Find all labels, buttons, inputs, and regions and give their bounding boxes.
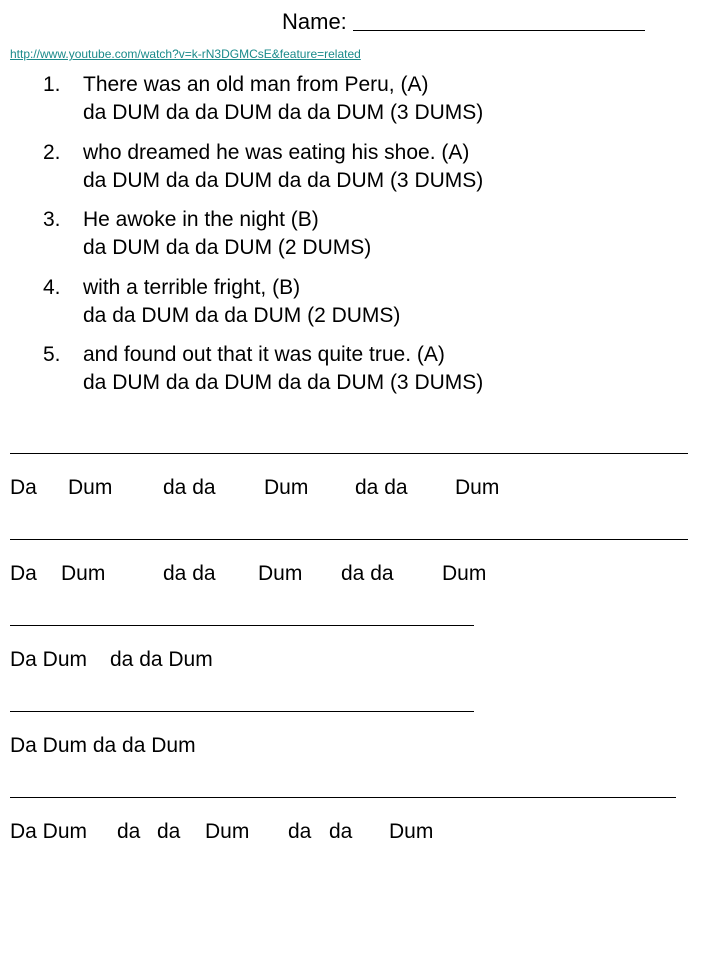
rhythm-syllable: Dum	[61, 562, 106, 585]
rhythm-syllable: da	[157, 820, 181, 843]
rhythm-row	[0, 474, 720, 502]
writing-line[interactable]	[10, 453, 688, 454]
verse-text: who dreamed he was eating his shoe. (A)	[83, 140, 470, 164]
name-label: Name:	[282, 9, 347, 34]
rhythm-syllable: Dum	[455, 476, 500, 499]
rhythm-syllable: da da	[163, 562, 216, 585]
rhythm-syllable: Dum	[264, 476, 309, 499]
rhythm-syllable: Da	[10, 476, 37, 499]
rhythm-row	[0, 732, 720, 760]
verse-number: 2.	[43, 140, 61, 164]
verse-text: and found out that it was quite true. (A)	[83, 343, 445, 366]
verse-text: He awoke in the night (B)	[83, 208, 319, 231]
rhythm-syllable: Dum	[258, 562, 303, 585]
rhythm-syllable: da da	[341, 562, 394, 585]
rhythm-syllable: da	[288, 820, 312, 843]
rhythm-syllable: Da Dum da da Dum	[10, 734, 196, 757]
rhythm-syllable: Da Dum	[10, 648, 88, 671]
rhythm-syllable: Dum	[205, 820, 250, 843]
verse-text: There was an old man from Peru, (A)	[83, 73, 429, 96]
rhythm-syllable: Da Dum	[10, 820, 88, 843]
verse-number: 4.	[43, 275, 61, 299]
rhythm-syllable: da	[117, 820, 141, 843]
rhythm-syllable: Dum	[68, 476, 113, 499]
rhythm-syllable: da	[329, 820, 353, 843]
writing-line[interactable]	[10, 797, 676, 798]
rhythm-row	[0, 818, 720, 846]
verse-rhythm: da DUM da da DUM (2 DUMS)	[83, 236, 372, 259]
writing-line[interactable]	[10, 625, 474, 626]
name-line	[282, 6, 645, 35]
writing-line[interactable]	[10, 539, 688, 540]
rhythm-syllable: Dum	[389, 820, 434, 843]
rhythm-row	[0, 646, 720, 674]
video-link[interactable]: http://www.youtube.com/watch?v=k-rN3DGMCsE&feature=related	[10, 47, 361, 61]
verse-number: 3.	[43, 208, 61, 231]
verse-rhythm: da DUM da da DUM da da DUM (3 DUMS)	[83, 101, 484, 124]
verse-rhythm: da DUM da da DUM da da DUM (3 DUMS)	[83, 168, 484, 192]
verse-rhythm: da DUM da da DUM da da DUM (3 DUMS)	[83, 371, 484, 394]
name-blank[interactable]	[353, 8, 645, 31]
verse-number: 5.	[43, 343, 61, 366]
rhythm-syllable: da da Dum	[110, 648, 213, 671]
rhythm-syllable: da da	[163, 476, 216, 499]
verse-rhythm: da da DUM da da DUM (2 DUMS)	[83, 303, 401, 327]
rhythm-syllable: Da	[10, 562, 37, 585]
rhythm-syllable: Dum	[442, 562, 487, 585]
verse-text: with a terrible fright, (B)	[83, 275, 301, 299]
writing-line[interactable]	[10, 711, 474, 712]
verse-number: 1.	[43, 73, 61, 96]
rhythm-row	[0, 560, 720, 588]
rhythm-syllable: da da	[355, 476, 408, 499]
